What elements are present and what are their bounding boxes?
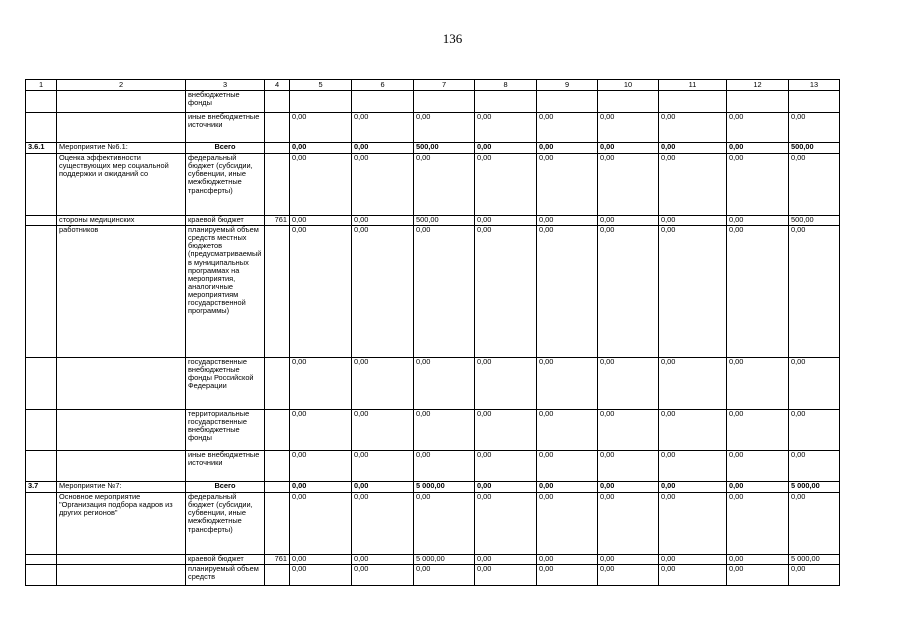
funding-source-cell: Всего: [186, 482, 265, 493]
amount-cell: 0,00: [352, 216, 414, 226]
amount-cell: 0,00: [475, 555, 537, 565]
amount-cell: 0,00: [537, 226, 598, 358]
row-number-cell: [26, 565, 57, 586]
amount-cell: 0,00: [290, 154, 352, 216]
amount-cell: 0,00: [537, 555, 598, 565]
row-number-cell: [26, 113, 57, 143]
amount-cell: [414, 91, 475, 113]
column-header: 6: [352, 80, 414, 91]
amount-cell: 0,00: [659, 226, 727, 358]
amount-cell: 0,00: [789, 226, 840, 358]
column-header: 7: [414, 80, 475, 91]
row-number-cell: [26, 226, 57, 358]
table-row: [26, 493, 840, 555]
table-row: [26, 565, 840, 586]
amount-cell: 0,00: [598, 555, 659, 565]
amount-cell: 0,00: [727, 154, 789, 216]
funding-source-cell: краевой бюджет: [186, 216, 265, 226]
table-row: [26, 143, 840, 154]
amount-cell: 0,00: [598, 154, 659, 216]
row-number-cell: 3.7: [26, 482, 57, 493]
amount-cell: [659, 91, 727, 113]
amount-cell: 0,00: [598, 410, 659, 451]
amount-cell: 0,00: [290, 410, 352, 451]
amount-cell: 0,00: [537, 493, 598, 555]
column-header: 1: [26, 80, 57, 91]
measure-name-cell: [57, 565, 186, 586]
budget-table: [25, 79, 840, 586]
funding-source-cell: Всего: [186, 143, 265, 154]
amount-cell: 0,00: [352, 493, 414, 555]
measure-name-cell: Оценка эффективности существующих мер социальной поддержки и ожиданий со: [57, 154, 186, 216]
measure-name-cell: стороны медицинских: [57, 216, 186, 226]
code-cell: [265, 482, 290, 493]
amount-cell: 0,00: [789, 493, 840, 555]
code-cell: [265, 410, 290, 451]
amount-cell: 0,00: [475, 565, 537, 586]
amount-cell: 0,00: [475, 451, 537, 482]
funding-source-cell: территориальные государственные внебюджетные фонды: [186, 410, 265, 451]
table-row: [26, 154, 840, 216]
row-number-cell: [26, 451, 57, 482]
amount-cell: 0,00: [598, 216, 659, 226]
amount-cell: 0,00: [290, 216, 352, 226]
funding-source-cell: государственные внебюджетные фонды Российской Федерации: [186, 358, 265, 410]
amount-cell: 0,00: [352, 154, 414, 216]
code-cell: 761: [265, 216, 290, 226]
amount-cell: 0,00: [537, 410, 598, 451]
amount-cell: 0,00: [659, 143, 727, 154]
amount-cell: [290, 91, 352, 113]
table-row: [26, 113, 840, 143]
amount-cell: 0,00: [537, 216, 598, 226]
measure-name-cell: [57, 91, 186, 113]
code-cell: [265, 113, 290, 143]
amount-cell: 0,00: [598, 482, 659, 493]
amount-cell: 0,00: [352, 358, 414, 410]
amount-cell: 0,00: [727, 358, 789, 410]
row-number-cell: [26, 358, 57, 410]
amount-cell: 0,00: [789, 451, 840, 482]
funding-source-cell: планируемый объем средств местных бюджетов (предусматриваемый в муниципальных программах на мероприятия, аналогичные мероприятиям государственной программы): [186, 226, 265, 358]
measure-name-cell: Мероприятие №6.1:: [57, 143, 186, 154]
amount-cell: 0,00: [789, 410, 840, 451]
amount-cell: 0,00: [290, 493, 352, 555]
measure-name-cell: [57, 410, 186, 451]
amount-cell: 0,00: [352, 451, 414, 482]
measure-name-cell: Мероприятие №7:: [57, 482, 186, 493]
table-row: [26, 451, 840, 482]
code-cell: [265, 154, 290, 216]
code-cell: [265, 91, 290, 113]
amount-cell: 0,00: [414, 565, 475, 586]
amount-cell: 0,00: [290, 482, 352, 493]
amount-cell: 0,00: [475, 482, 537, 493]
code-cell: [265, 451, 290, 482]
amount-cell: 0,00: [727, 493, 789, 555]
amount-cell: 0,00: [475, 226, 537, 358]
funding-source-cell: федеральный бюджет (субсидии, субвенции, иные межбюджетные трансферты): [186, 493, 265, 555]
page-number: 136: [442, 31, 463, 46]
amount-cell: 5 000,00: [789, 482, 840, 493]
amount-cell: 0,00: [727, 410, 789, 451]
funding-source-cell: краевой бюджет: [186, 555, 265, 565]
table-row: [26, 226, 840, 358]
amount-cell: 0,00: [414, 113, 475, 143]
amount-cell: [352, 91, 414, 113]
amount-cell: 0,00: [727, 216, 789, 226]
amount-cell: 500,00: [789, 216, 840, 226]
amount-cell: 0,00: [598, 358, 659, 410]
amount-cell: 0,00: [659, 410, 727, 451]
amount-cell: 0,00: [352, 565, 414, 586]
amount-cell: 0,00: [659, 358, 727, 410]
table-row: [26, 358, 840, 410]
amount-cell: 0,00: [537, 565, 598, 586]
amount-cell: 0,00: [598, 113, 659, 143]
amount-cell: 0,00: [789, 565, 840, 586]
amount-cell: 0,00: [290, 555, 352, 565]
column-header: 11: [659, 80, 727, 91]
amount-cell: 500,00: [789, 143, 840, 154]
amount-cell: 0,00: [659, 451, 727, 482]
column-header: 3: [186, 80, 265, 91]
table-row: [26, 555, 840, 565]
column-header: 12: [727, 80, 789, 91]
amount-cell: 0,00: [598, 451, 659, 482]
amount-cell: 0,00: [475, 154, 537, 216]
measure-name-cell: [57, 113, 186, 143]
amount-cell: 0,00: [789, 358, 840, 410]
amount-cell: 0,00: [290, 451, 352, 482]
amount-cell: 500,00: [414, 143, 475, 154]
amount-cell: 0,00: [352, 113, 414, 143]
table-row: [26, 410, 840, 451]
amount-cell: 0,00: [537, 451, 598, 482]
amount-cell: 0,00: [727, 143, 789, 154]
amount-cell: 0,00: [727, 482, 789, 493]
measure-name-cell: Основное мероприятие "Организация подбора кадров из других регионов": [57, 493, 186, 555]
amount-cell: 0,00: [727, 565, 789, 586]
code-cell: [265, 226, 290, 358]
amount-cell: 0,00: [414, 493, 475, 555]
amount-cell: 0,00: [537, 154, 598, 216]
amount-cell: 0,00: [475, 143, 537, 154]
amount-cell: 0,00: [598, 226, 659, 358]
amount-cell: 0,00: [598, 143, 659, 154]
amount-cell: [537, 91, 598, 113]
amount-cell: 0,00: [352, 482, 414, 493]
amount-cell: [598, 91, 659, 113]
measure-name-cell: работников: [57, 226, 186, 358]
funding-source-cell: иные внебюджетные источники: [186, 113, 265, 143]
amount-cell: 0,00: [352, 226, 414, 358]
amount-cell: 0,00: [414, 451, 475, 482]
amount-cell: 0,00: [789, 154, 840, 216]
column-header: 10: [598, 80, 659, 91]
amount-cell: 0,00: [537, 113, 598, 143]
row-number-cell: [26, 91, 57, 113]
amount-cell: 0,00: [537, 143, 598, 154]
amount-cell: 0,00: [475, 216, 537, 226]
amount-cell: 0,00: [659, 154, 727, 216]
amount-cell: 500,00: [414, 216, 475, 226]
row-number-cell: [26, 493, 57, 555]
code-cell: [265, 143, 290, 154]
amount-cell: 0,00: [290, 143, 352, 154]
column-header: 5: [290, 80, 352, 91]
funding-source-cell: иные внебюджетные источники: [186, 451, 265, 482]
column-header: 13: [789, 80, 840, 91]
amount-cell: [727, 91, 789, 113]
code-cell: [265, 493, 290, 555]
column-header: 4: [265, 80, 290, 91]
amount-cell: 0,00: [414, 154, 475, 216]
funding-source-cell: федеральный бюджет (субсидии, субвенции, иные межбюджетные трансферты): [186, 154, 265, 216]
funding-source-cell: внебюджетные фонды: [186, 91, 265, 113]
amount-cell: 0,00: [475, 113, 537, 143]
table-row: [26, 216, 840, 226]
amount-cell: 0,00: [659, 482, 727, 493]
row-number-cell: [26, 216, 57, 226]
amount-cell: 0,00: [290, 113, 352, 143]
amount-cell: 0,00: [727, 451, 789, 482]
amount-cell: 5 000,00: [414, 555, 475, 565]
amount-cell: 0,00: [414, 410, 475, 451]
row-number-cell: [26, 555, 57, 565]
column-header: 2: [57, 80, 186, 91]
code-cell: 761: [265, 555, 290, 565]
measure-name-cell: [57, 358, 186, 410]
amount-cell: [475, 91, 537, 113]
amount-cell: 0,00: [727, 226, 789, 358]
amount-cell: 0,00: [598, 493, 659, 555]
amount-cell: 0,00: [659, 555, 727, 565]
column-header: 9: [537, 80, 598, 91]
amount-cell: 0,00: [290, 565, 352, 586]
amount-cell: 0,00: [537, 358, 598, 410]
row-number-cell: 3.6.1: [26, 143, 57, 154]
amount-cell: 0,00: [537, 482, 598, 493]
code-cell: [265, 565, 290, 586]
measure-name-cell: [57, 451, 186, 482]
table-header-row: [26, 80, 840, 91]
table-row: [26, 482, 840, 493]
amount-cell: 0,00: [414, 358, 475, 410]
amount-cell: 0,00: [659, 216, 727, 226]
amount-cell: 0,00: [475, 358, 537, 410]
amount-cell: 0,00: [727, 555, 789, 565]
amount-cell: 0,00: [352, 555, 414, 565]
amount-cell: 0,00: [659, 493, 727, 555]
amount-cell: [789, 91, 840, 113]
amount-cell: 0,00: [475, 493, 537, 555]
amount-cell: 0,00: [598, 565, 659, 586]
funding-source-cell: планируемый объем средств: [186, 565, 265, 586]
amount-cell: 5 000,00: [789, 555, 840, 565]
row-number-cell: [26, 410, 57, 451]
amount-cell: 0,00: [290, 358, 352, 410]
amount-cell: 0,00: [475, 410, 537, 451]
amount-cell: 0,00: [414, 226, 475, 358]
amount-cell: 5 000,00: [414, 482, 475, 493]
amount-cell: 0,00: [659, 565, 727, 586]
amount-cell: 0,00: [789, 113, 840, 143]
amount-cell: 0,00: [659, 113, 727, 143]
table-row: [26, 91, 840, 113]
amount-cell: 0,00: [352, 410, 414, 451]
column-header: 8: [475, 80, 537, 91]
row-number-cell: [26, 154, 57, 216]
amount-cell: 0,00: [352, 143, 414, 154]
amount-cell: 0,00: [727, 113, 789, 143]
amount-cell: 0,00: [290, 226, 352, 358]
measure-name-cell: [57, 555, 186, 565]
code-cell: [265, 358, 290, 410]
